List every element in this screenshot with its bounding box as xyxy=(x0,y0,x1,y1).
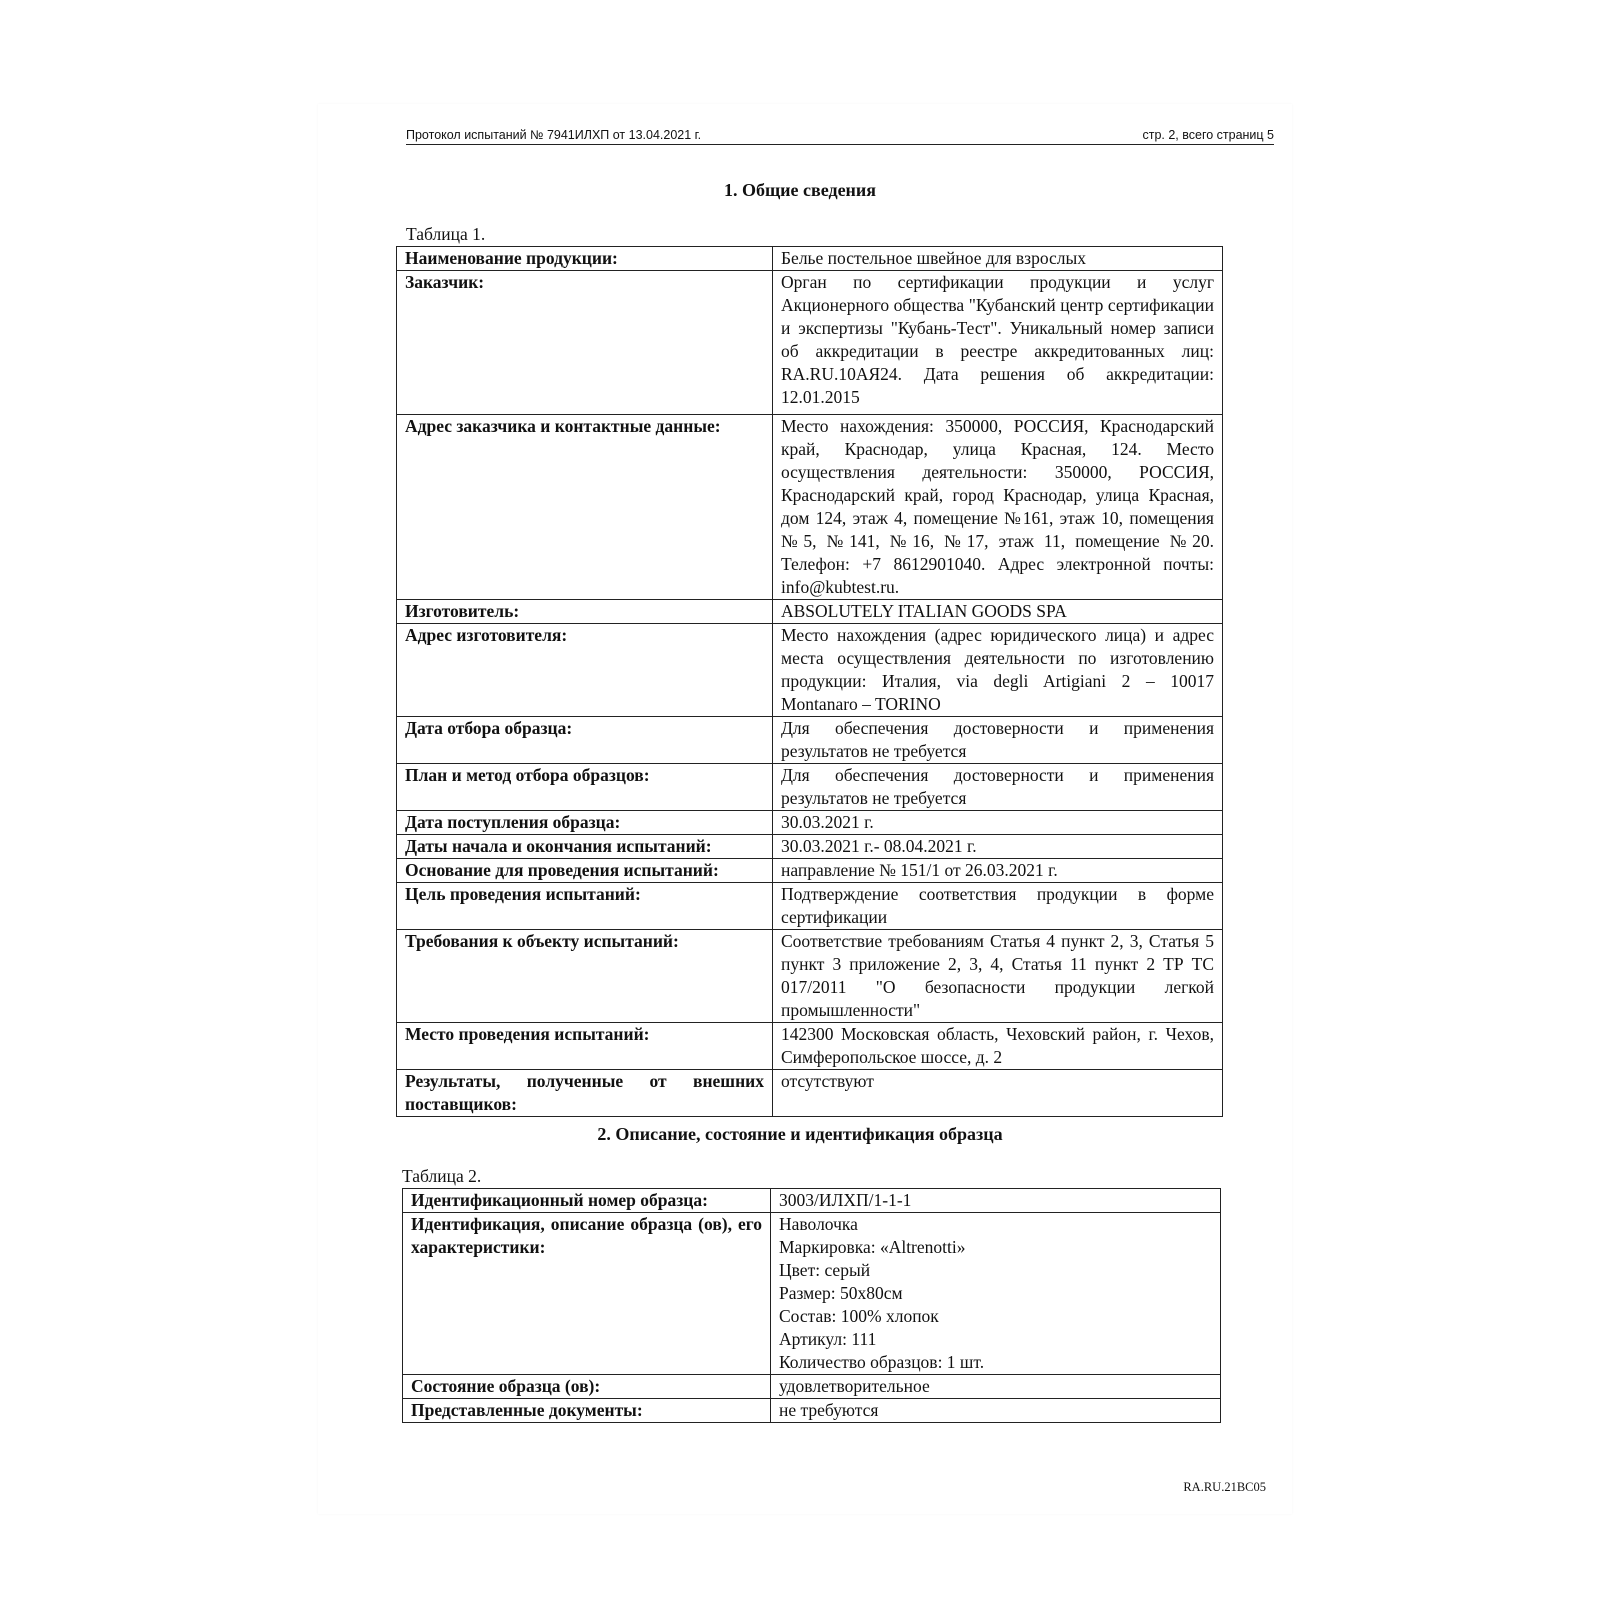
sample-id-value: 3003/ИЛХП/1-1-1 xyxy=(771,1189,1221,1213)
row-label: Результаты, полученные от внешних поставщиков: xyxy=(397,1070,773,1117)
table-row xyxy=(397,1070,1223,1117)
table-row xyxy=(397,811,1223,835)
row-value: Белье постельное швейное для взрослых xyxy=(773,247,1223,271)
row-value: Место нахождения (адрес юридического лица) и адрес места осуществления деятельности по изготовлению продукции: Италия, via degli Artigiani 2 – 10017 Montanaro – TORINO xyxy=(773,624,1223,717)
description-line: Количество образцов: 1 шт. xyxy=(779,1352,985,1372)
table-row xyxy=(397,271,1223,415)
table-row xyxy=(403,1375,1221,1399)
accreditation-code: RA.RU.21ВС05 xyxy=(1183,1480,1266,1494)
row-label: Основание для проведения испытаний: xyxy=(397,859,773,883)
row-label: Заказчик: xyxy=(397,271,773,415)
row-value: направление № 151/1 от 26.03.2021 г. xyxy=(773,859,1223,883)
sample-identification-table xyxy=(402,1188,1221,1423)
row-value: 30.03.2021 г. xyxy=(773,811,1223,835)
row-label: Дата поступления образца: xyxy=(397,811,773,835)
table-row xyxy=(403,1189,1221,1213)
sample-state-label: Состояние образца (ов): xyxy=(403,1375,771,1399)
table-row xyxy=(403,1213,1221,1375)
table-row xyxy=(397,624,1223,717)
table-row xyxy=(397,764,1223,811)
row-label: Требования к объекту испытаний: xyxy=(397,930,773,1023)
description-line: Маркировка: «Altrenotti» xyxy=(779,1237,966,1257)
row-label: Даты начала и окончания испытаний: xyxy=(397,835,773,859)
row-label: Место проведения испытаний: xyxy=(397,1023,773,1070)
table-row xyxy=(403,1399,1221,1423)
sample-description-label: Идентификация, описание образца (ов), его характеристики: xyxy=(403,1213,771,1375)
documents-value: не требуются xyxy=(771,1399,1221,1423)
row-value: Подтверждение соответствия продукции в форме сертификации xyxy=(773,883,1223,930)
section-1-title: 1. Общие сведения xyxy=(723,180,877,200)
table-2-caption: Таблица 2. xyxy=(402,1166,482,1186)
table-1-caption: Таблица 1. xyxy=(406,224,486,244)
row-label: Дата отбора образца: xyxy=(397,717,773,764)
row-label: Изготовитель: xyxy=(397,600,773,624)
documents-label: Представленные документы: xyxy=(403,1399,771,1423)
protocol-title: Протокол испытаний № 7941ИЛХП от 13.04.2021 г. xyxy=(406,128,702,142)
row-value: отсутствуют xyxy=(773,1070,1223,1117)
row-value: Место нахождения: 350000, РОССИЯ, Краснодарский край, Краснодар, улица Красная, 124. Место осуществления деятельности: 350000, РОССИЯ, Краснодарский край, город Краснодар, улица Красная, дом 124, этаж 4, помещение №161, этаж 10, помещения №5, №141, №16, №17, этаж 11, помещение №20. Телефон: +7 8612901040. Адрес электронной почты: info@kubtest.ru. xyxy=(773,415,1223,600)
table-row xyxy=(397,247,1223,271)
row-value: Соответствие требованиям Статья 4 пункт 2, 3, Статья 5 пункт 3 приложение 2, 3, 4, Статья 11 пункт 2 ТР ТС 017/2011 "О безопасности продукции легкой промышленности" xyxy=(773,930,1223,1023)
table-row xyxy=(397,883,1223,930)
page-header xyxy=(406,124,1274,145)
section-2-title: 2. Описание, состояние и идентификация образца xyxy=(597,1124,1003,1144)
table-row xyxy=(397,930,1223,1023)
table-row xyxy=(397,1023,1223,1070)
table-row xyxy=(397,600,1223,624)
sample-description-value xyxy=(771,1213,1221,1375)
description-line: Наволочка xyxy=(779,1214,858,1234)
row-value: ABSOLUTELY ITALIAN GOODS SPA xyxy=(773,600,1223,624)
row-label: Наименование продукции: xyxy=(397,247,773,271)
description-line: Артикул: 111 xyxy=(779,1329,877,1349)
row-value: Для обеспечения достоверности и применения результатов не требуется xyxy=(773,717,1223,764)
row-value: Орган по сертификации продукции и услуг Акционерного общества "Кубанский центр сертификации и экспертизы "Кубань-Тест". Уникальный номер записи об аккредитации в реестре аккредитованных лиц: RA.RU.10АЯ24. Дата решения об аккредитации: 12.01.2015 xyxy=(773,271,1223,415)
row-value: 30.03.2021 г.- 08.04.2021 г. xyxy=(773,835,1223,859)
table-row xyxy=(397,717,1223,764)
row-label: План и метод отбора образцов: xyxy=(397,764,773,811)
sample-id-label: Идентификационный номер образца: xyxy=(403,1189,771,1213)
row-label: Адрес изготовителя: xyxy=(397,624,773,717)
page-counter: стр. 2, всего страниц 5 xyxy=(1142,128,1274,142)
row-value: 142300 Московская область, Чеховский район, г. Чехов, Симферопольское шоссе, д. 2 xyxy=(773,1023,1223,1070)
general-info-table xyxy=(396,246,1223,1117)
table-row xyxy=(397,859,1223,883)
table-row xyxy=(397,835,1223,859)
description-line: Размер: 50х80см xyxy=(779,1283,903,1303)
row-value: Для обеспечения достоверности и применения результатов не требуется xyxy=(773,764,1223,811)
sample-state-value: удовлетворительное xyxy=(771,1375,1221,1399)
row-label: Адрес заказчика и контактные данные: xyxy=(397,415,773,600)
description-line: Состав: 100% хлопок xyxy=(779,1306,939,1326)
table-row xyxy=(397,415,1223,600)
description-line: Цвет: серый xyxy=(779,1260,871,1280)
row-label: Цель проведения испытаний: xyxy=(397,883,773,930)
